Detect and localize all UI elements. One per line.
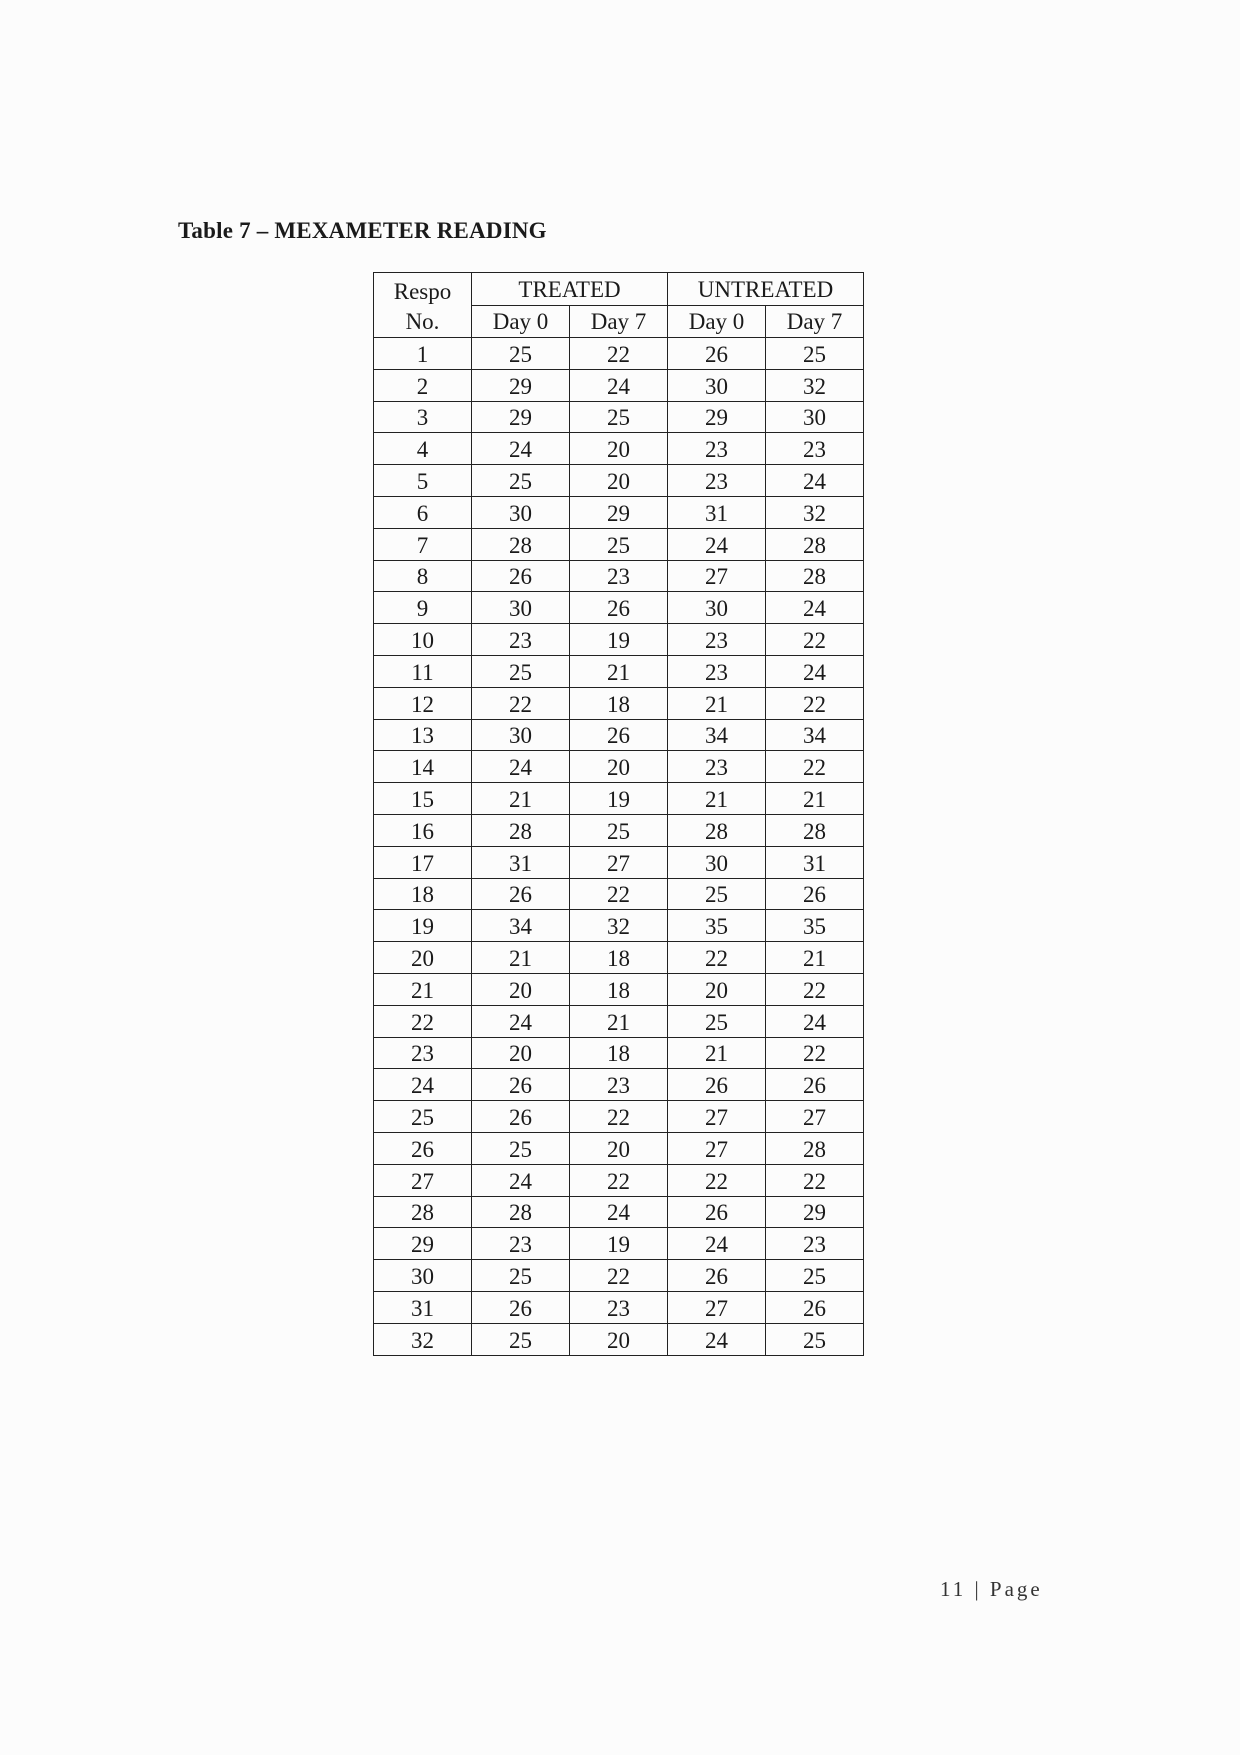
treated-day0-cell: 30	[472, 719, 570, 751]
untreated-day0-cell: 22	[668, 1164, 766, 1196]
table-row	[374, 942, 864, 974]
untreated-day7-cell: 24	[766, 592, 864, 624]
table-row	[374, 433, 864, 465]
untreated-day7-cell: 22	[766, 687, 864, 719]
untreated-day0-cell: 23	[668, 624, 766, 656]
treated-day7-cell: 27	[570, 846, 668, 878]
respo-no-cell: 7	[374, 528, 472, 560]
treated-day7-cell: 23	[570, 560, 668, 592]
untreated-day7-cell: 28	[766, 528, 864, 560]
table-row	[374, 655, 864, 687]
untreated-day0-cell: 25	[668, 1005, 766, 1037]
table-row	[374, 592, 864, 624]
table-row	[374, 783, 864, 815]
treated-day0-cell: 26	[472, 1291, 570, 1323]
treated-day7-cell: 29	[570, 496, 668, 528]
treated-day0-cell: 25	[472, 655, 570, 687]
respo-no-cell: 1	[374, 338, 472, 370]
treated-day0-cell: 20	[472, 1037, 570, 1069]
respo-no-cell: 18	[374, 878, 472, 910]
table-row	[374, 1164, 864, 1196]
table-row	[374, 878, 864, 910]
treated-day7-cell: 22	[570, 338, 668, 370]
untreated-day0-cell: 21	[668, 687, 766, 719]
treated-day0-cell: 26	[472, 1101, 570, 1133]
table-row	[374, 814, 864, 846]
untreated-day0-cell: 30	[668, 369, 766, 401]
untreated-day0-cell: 23	[668, 655, 766, 687]
treated-day7-cell: 21	[570, 1005, 668, 1037]
header-treated-day0: Day 0	[472, 305, 570, 338]
treated-day7-cell: 22	[570, 1164, 668, 1196]
respo-no-cell: 2	[374, 369, 472, 401]
treated-day0-cell: 26	[472, 878, 570, 910]
respo-no-cell: 24	[374, 1069, 472, 1101]
untreated-day0-cell: 29	[668, 401, 766, 433]
header-respo-line1: Respo	[393, 279, 452, 304]
treated-day0-cell: 21	[472, 942, 570, 974]
treated-day7-cell: 22	[570, 1101, 668, 1133]
treated-day0-cell: 25	[472, 338, 570, 370]
untreated-day7-cell: 24	[766, 655, 864, 687]
respo-no-cell: 4	[374, 433, 472, 465]
untreated-day7-cell: 28	[766, 1132, 864, 1164]
treated-day0-cell: 25	[472, 1323, 570, 1355]
treated-day7-cell: 18	[570, 942, 668, 974]
untreated-day0-cell: 26	[668, 1196, 766, 1228]
table-row	[374, 338, 864, 370]
untreated-day0-cell: 26	[668, 1260, 766, 1292]
untreated-day7-cell: 23	[766, 433, 864, 465]
untreated-day0-cell: 23	[668, 751, 766, 783]
untreated-day7-cell: 25	[766, 338, 864, 370]
table-row	[374, 846, 864, 878]
table-row	[374, 1037, 864, 1069]
treated-day0-cell: 30	[472, 496, 570, 528]
respo-no-cell: 22	[374, 1005, 472, 1037]
treated-day7-cell: 20	[570, 751, 668, 783]
header-treated: TREATED	[472, 273, 668, 306]
table-row	[374, 1260, 864, 1292]
untreated-day7-cell: 26	[766, 1291, 864, 1323]
treated-day7-cell: 32	[570, 910, 668, 942]
untreated-day7-cell: 32	[766, 496, 864, 528]
treated-day7-cell: 21	[570, 655, 668, 687]
untreated-day0-cell: 30	[668, 846, 766, 878]
mexameter-table-container	[373, 272, 863, 1356]
respo-no-cell: 17	[374, 846, 472, 878]
untreated-day7-cell: 24	[766, 1005, 864, 1037]
treated-day7-cell: 18	[570, 973, 668, 1005]
treated-day7-cell: 25	[570, 814, 668, 846]
table-row	[374, 1101, 864, 1133]
table-row	[374, 465, 864, 497]
table-row	[374, 1291, 864, 1323]
table-row	[374, 751, 864, 783]
untreated-day7-cell: 28	[766, 560, 864, 592]
untreated-day7-cell: 29	[766, 1196, 864, 1228]
untreated-day0-cell: 30	[668, 592, 766, 624]
header-untreated-day0: Day 0	[668, 305, 766, 338]
respo-no-cell: 5	[374, 465, 472, 497]
respo-no-cell: 10	[374, 624, 472, 656]
treated-day0-cell: 29	[472, 369, 570, 401]
respo-no-cell: 9	[374, 592, 472, 624]
untreated-day7-cell: 22	[766, 751, 864, 783]
table-row	[374, 560, 864, 592]
respo-no-cell: 31	[374, 1291, 472, 1323]
respo-no-cell: 13	[374, 719, 472, 751]
treated-day7-cell: 20	[570, 1323, 668, 1355]
treated-day0-cell: 23	[472, 1228, 570, 1260]
treated-day7-cell: 23	[570, 1291, 668, 1323]
untreated-day7-cell: 22	[766, 1037, 864, 1069]
header-treated-day7: Day 7	[570, 305, 668, 338]
untreated-day0-cell: 21	[668, 783, 766, 815]
respo-no-cell: 23	[374, 1037, 472, 1069]
untreated-day0-cell: 31	[668, 496, 766, 528]
header-respo-line2: No.	[405, 309, 440, 334]
table-row	[374, 1132, 864, 1164]
treated-day0-cell: 25	[472, 465, 570, 497]
header-untreated: UNTREATED	[668, 273, 864, 306]
treated-day0-cell: 25	[472, 1132, 570, 1164]
untreated-day0-cell: 24	[668, 1323, 766, 1355]
untreated-day0-cell: 27	[668, 1291, 766, 1323]
table-row	[374, 973, 864, 1005]
untreated-day7-cell: 25	[766, 1260, 864, 1292]
respo-no-cell: 32	[374, 1323, 472, 1355]
treated-day0-cell: 21	[472, 783, 570, 815]
untreated-day7-cell: 23	[766, 1228, 864, 1260]
untreated-day7-cell: 34	[766, 719, 864, 751]
untreated-day7-cell: 21	[766, 783, 864, 815]
treated-day0-cell: 28	[472, 528, 570, 560]
table-row	[374, 1196, 864, 1228]
untreated-day7-cell: 30	[766, 401, 864, 433]
untreated-day7-cell: 25	[766, 1323, 864, 1355]
treated-day7-cell: 26	[570, 719, 668, 751]
respo-no-cell: 28	[374, 1196, 472, 1228]
untreated-day0-cell: 34	[668, 719, 766, 751]
untreated-day0-cell: 27	[668, 560, 766, 592]
untreated-day7-cell: 35	[766, 910, 864, 942]
respo-no-cell: 12	[374, 687, 472, 719]
table-row	[374, 687, 864, 719]
respo-no-cell: 30	[374, 1260, 472, 1292]
treated-day0-cell: 31	[472, 846, 570, 878]
treated-day7-cell: 18	[570, 1037, 668, 1069]
table-row	[374, 1069, 864, 1101]
untreated-day0-cell: 24	[668, 1228, 766, 1260]
treated-day0-cell: 30	[472, 592, 570, 624]
treated-day7-cell: 22	[570, 878, 668, 910]
untreated-day7-cell: 26	[766, 1069, 864, 1101]
treated-day0-cell: 29	[472, 401, 570, 433]
treated-day0-cell: 34	[472, 910, 570, 942]
untreated-day0-cell: 28	[668, 814, 766, 846]
treated-day7-cell: 24	[570, 369, 668, 401]
treated-day7-cell: 25	[570, 528, 668, 560]
treated-day0-cell: 24	[472, 433, 570, 465]
respo-no-cell: 8	[374, 560, 472, 592]
treated-day7-cell: 20	[570, 465, 668, 497]
treated-day0-cell: 28	[472, 1196, 570, 1228]
untreated-day7-cell: 32	[766, 369, 864, 401]
untreated-day7-cell: 22	[766, 973, 864, 1005]
respo-no-cell: 20	[374, 942, 472, 974]
treated-day7-cell: 26	[570, 592, 668, 624]
untreated-day7-cell: 21	[766, 942, 864, 974]
respo-no-cell: 15	[374, 783, 472, 815]
respo-no-cell: 25	[374, 1101, 472, 1133]
page-number-footer: 11 | Page	[940, 1577, 1043, 1601]
table-row	[374, 624, 864, 656]
table-row	[374, 1323, 864, 1355]
table-header-group-row	[374, 273, 864, 306]
table-row	[374, 1228, 864, 1260]
treated-day7-cell: 24	[570, 1196, 668, 1228]
untreated-day0-cell: 26	[668, 338, 766, 370]
respo-no-cell: 29	[374, 1228, 472, 1260]
treated-day0-cell: 24	[472, 1164, 570, 1196]
treated-day7-cell: 18	[570, 687, 668, 719]
table-row	[374, 719, 864, 751]
treated-day7-cell: 19	[570, 1228, 668, 1260]
respo-no-cell: 6	[374, 496, 472, 528]
respo-no-cell: 3	[374, 401, 472, 433]
table-body	[374, 338, 864, 1356]
table-row	[374, 401, 864, 433]
treated-day7-cell: 25	[570, 401, 668, 433]
table-row	[374, 528, 864, 560]
treated-day7-cell: 23	[570, 1069, 668, 1101]
respo-no-cell: 16	[374, 814, 472, 846]
untreated-day0-cell: 23	[668, 433, 766, 465]
table-row	[374, 496, 864, 528]
treated-day0-cell: 20	[472, 973, 570, 1005]
untreated-day0-cell: 27	[668, 1132, 766, 1164]
untreated-day7-cell: 24	[766, 465, 864, 497]
treated-day0-cell: 23	[472, 624, 570, 656]
untreated-day0-cell: 27	[668, 1101, 766, 1133]
respo-no-cell: 27	[374, 1164, 472, 1196]
untreated-day7-cell: 22	[766, 624, 864, 656]
table-row	[374, 1005, 864, 1037]
respo-no-cell: 11	[374, 655, 472, 687]
treated-day0-cell: 25	[472, 1260, 570, 1292]
treated-day7-cell: 22	[570, 1260, 668, 1292]
untreated-day7-cell: 27	[766, 1101, 864, 1133]
untreated-day0-cell: 21	[668, 1037, 766, 1069]
untreated-day0-cell: 22	[668, 942, 766, 974]
respo-no-cell: 14	[374, 751, 472, 783]
table-row	[374, 910, 864, 942]
table-row	[374, 369, 864, 401]
table-title: Table 7 – MEXAMETER READING	[178, 218, 547, 243]
untreated-day7-cell: 28	[766, 814, 864, 846]
untreated-day7-cell: 22	[766, 1164, 864, 1196]
treated-day0-cell: 26	[472, 560, 570, 592]
treated-day0-cell: 26	[472, 1069, 570, 1101]
treated-day7-cell: 19	[570, 783, 668, 815]
header-untreated-day7: Day 7	[766, 305, 864, 338]
treated-day0-cell: 24	[472, 1005, 570, 1037]
untreated-day0-cell: 20	[668, 973, 766, 1005]
treated-day0-cell: 24	[472, 751, 570, 783]
untreated-day0-cell: 24	[668, 528, 766, 560]
treated-day7-cell: 20	[570, 433, 668, 465]
respo-no-cell: 21	[374, 973, 472, 1005]
respo-no-cell: 26	[374, 1132, 472, 1164]
header-respondent-number	[374, 273, 472, 338]
untreated-day0-cell: 35	[668, 910, 766, 942]
untreated-day0-cell: 26	[668, 1069, 766, 1101]
treated-day7-cell: 20	[570, 1132, 668, 1164]
untreated-day7-cell: 31	[766, 846, 864, 878]
untreated-day0-cell: 23	[668, 465, 766, 497]
mexameter-table	[373, 272, 864, 1356]
untreated-day7-cell: 26	[766, 878, 864, 910]
untreated-day0-cell: 25	[668, 878, 766, 910]
treated-day0-cell: 22	[472, 687, 570, 719]
treated-day0-cell: 28	[472, 814, 570, 846]
respo-no-cell: 19	[374, 910, 472, 942]
treated-day7-cell: 19	[570, 624, 668, 656]
